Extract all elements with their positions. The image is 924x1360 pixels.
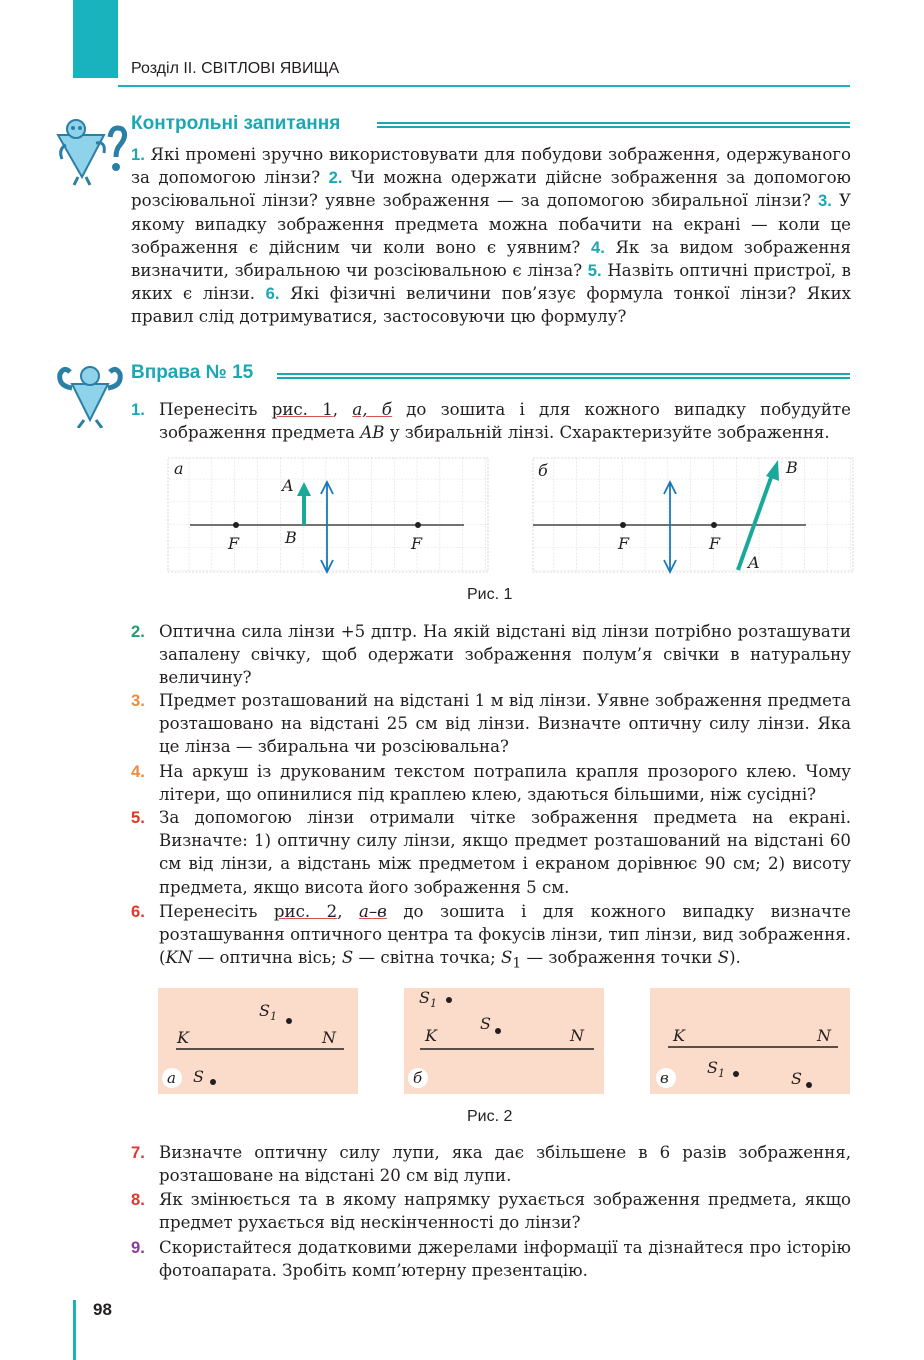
q4-number: 4. xyxy=(591,237,605,257)
ex6-kn: KN xyxy=(165,948,193,968)
fig2b-label-s1: $S_1$ xyxy=(419,988,437,1011)
ex1-number: 1. xyxy=(131,400,145,419)
q5-number: 5. xyxy=(587,261,602,281)
exercise-title-rule xyxy=(277,373,850,379)
ex1-figure-letters[interactable]: а, б xyxy=(352,400,392,419)
fig1b-focus-right xyxy=(711,522,717,528)
ex7-number: 7. xyxy=(131,1143,145,1162)
ex3-number: 3. xyxy=(131,691,145,710)
ex6-text-g: ). xyxy=(729,948,741,968)
ex6-s1: S xyxy=(501,948,513,968)
exercise-6 xyxy=(131,900,851,976)
fig2b-s1-dot xyxy=(446,997,452,1003)
fig2b-panel-label: б xyxy=(413,1069,423,1087)
ex4-text: На аркуш із друкованим текстом потрапила крапля прозорого клею. Чому літери, що опинилися під краплею клею, здаються більшими, ніж сусідні? xyxy=(159,762,851,805)
exercise-7 xyxy=(131,1141,851,1187)
fig1a-label-f2: F xyxy=(411,534,423,553)
fig2b-label-s: S xyxy=(480,1014,491,1033)
ex9-number: 9. xyxy=(131,1238,145,1257)
figure-2-caption: Рис. 2 xyxy=(467,1108,513,1125)
page-side-rule xyxy=(73,1300,76,1360)
fig2c-s-dot xyxy=(806,1082,812,1088)
exercise-9 xyxy=(131,1236,851,1282)
ex6-text-a: Перенесіть xyxy=(159,902,274,921)
ex6-text-d: — оптична вісь; xyxy=(192,948,342,968)
ex2-text: Оптична сила лінзи +5 дптр. На якій відстані від лінзи потрібно розташувати запалену свічку, щоб одержати зображення полум’я свічки в натуральну величину? xyxy=(159,622,851,688)
fig2b-label-k: K xyxy=(425,1026,437,1045)
fig2b-panel xyxy=(404,988,604,1094)
exercise-8 xyxy=(131,1188,851,1234)
fig2c-label-s1: $S_1$ xyxy=(707,1058,725,1081)
q6-text: Які фізичні величини пов’язує формула тонкої лінзи? Яких правил слід дотримуватися, застосовуючи цю формулу? xyxy=(131,284,851,327)
q3-number: 3. xyxy=(818,191,832,211)
ex1-figure-link[interactable]: рис. 1 xyxy=(271,400,333,419)
fig1a-focus-left xyxy=(233,522,239,528)
questions-title: Контрольні запитання xyxy=(131,113,341,134)
fig2b-label-n: N xyxy=(570,1026,584,1045)
fig1a-focus-right xyxy=(415,522,421,528)
q6-number: 6. xyxy=(265,284,280,304)
exercise-1 xyxy=(131,398,851,444)
ex6-text-e: — світна точка; xyxy=(353,948,502,968)
fig2a-label-n: N xyxy=(322,1028,336,1047)
fig1a-label-f1: F xyxy=(228,534,240,553)
ex6-text-c: до зошита і для кожного випадку визначте розташування оптичного центра та фокусів лінзи, тип лінзи, вид зображення. ( xyxy=(159,902,851,968)
fig1b-panel-label: б xyxy=(538,461,548,480)
fig1a-grid xyxy=(168,458,488,572)
exercise-title: Вправа № 15 xyxy=(131,362,254,383)
strongman-mascot-icon xyxy=(52,362,128,428)
ex7-text: Визначте оптичну силу лупи, яка дає збільшене в 6 разів зображення, розташоване на відстані 20 см від лупи. xyxy=(159,1143,851,1186)
fig2a-s-dot xyxy=(210,1079,216,1085)
fig2c-panel xyxy=(650,988,850,1094)
fig1b-label-f1: F xyxy=(618,534,630,553)
exercise-5 xyxy=(131,806,851,899)
ex6-number: 6. xyxy=(131,902,145,921)
ex1-text-a: Перенесіть xyxy=(159,400,272,419)
ex6-s2: S xyxy=(717,948,730,968)
fig2a-label-s1: $S_1$ xyxy=(259,1001,277,1024)
fig2c-label-s: S xyxy=(791,1069,802,1088)
exercise-4 xyxy=(131,760,851,806)
ex3-text: Предмет розташований на відстані 1 м від лінзи. Уявне зображення предмета розташовано на відстані 25 см від лінзи. Визначте оптичну силу лінзи. Яка це лінза — збиральна чи розсіювальна? xyxy=(159,691,851,757)
ex4-number: 4. xyxy=(131,762,145,781)
fig1b-focus-left xyxy=(620,522,626,528)
fig2a-panel xyxy=(158,988,358,1094)
q1-text: Які промені зручно використовувати для побудови зображення, одержуваного за допомогою лінзи? xyxy=(131,145,851,188)
fig1b-label-b: B xyxy=(786,458,798,477)
q1-number: 1. xyxy=(131,145,145,164)
exercise-3 xyxy=(131,689,851,759)
fig1b-label-a: A xyxy=(748,553,760,572)
ex6-s1-sub: 1 xyxy=(512,955,522,972)
fig2a-s1-dot xyxy=(286,1018,292,1024)
running-header: Розділ ІІ. СВІТЛОВІ ЯВИЩА xyxy=(131,60,340,77)
figure-1-caption: Рис. 1 xyxy=(467,586,513,603)
fig2c-label-n: N xyxy=(817,1026,831,1045)
fig1b-label-f2: F xyxy=(709,534,721,553)
ex6-text-b: , xyxy=(337,902,359,921)
fig1a-label-a: A xyxy=(282,476,294,495)
ex1-text-c: до зошита і для кожного випадку побудуйте зображення предмета xyxy=(159,400,851,443)
exercise-2 xyxy=(131,620,851,690)
ex1-text-b: , xyxy=(332,400,353,419)
fig1a-panel-label: а xyxy=(174,459,184,478)
ex6-figure-letters[interactable]: а–в xyxy=(358,902,387,921)
q2-number: 2. xyxy=(328,168,343,188)
header-rule xyxy=(118,85,850,87)
fig2c-panel-label: в xyxy=(660,1069,669,1087)
ex2-number: 2. xyxy=(131,622,145,641)
q2-text: Чи можна одержати дійсне зображення за допомогою розсіювальної лінзи? уявне зображення — за допомогою збиральної лінзи? xyxy=(131,168,851,211)
q3-text: У якому випадку зображення предмета можна побачити на екрані — коли це зображення є дійсним чи коли воно є уявним? xyxy=(131,191,851,257)
fig2a-label-k: K xyxy=(177,1028,189,1047)
thinking-mascot-icon xyxy=(52,115,130,187)
fig2c-s1-dot xyxy=(733,1071,739,1077)
fig2c-label-k: K xyxy=(673,1026,685,1045)
questions-title-rule xyxy=(377,122,850,128)
questions-text xyxy=(131,143,851,329)
ex9-text: Скористайтеся додатковими джерелами інформації та дізнайтеся про історію фотоапарата. Зробіть комп’ютерну презентацію. xyxy=(159,1238,851,1281)
fig2b-s-dot xyxy=(495,1028,501,1034)
fig1b-grid xyxy=(533,458,853,572)
ex5-text: За допомогою лінзи отримали чітке зображення предмета на екрані. Визначте: 1) оптичну силу лінзи, якщо предмет розташований на відстані 60 см від лінзи, а відстань між предметом і екраном дорівнює 90 см; 2) висоту предмета, якщо висота його зображення 5 см. xyxy=(159,808,851,897)
top-color-tab xyxy=(73,0,118,78)
ex1-object-ab: AB xyxy=(360,423,385,443)
ex8-text: Як змінюється та в якому напрямку рухається зображення предмета, якщо предмет рухається від нескінченності до лінзи? xyxy=(159,1190,851,1233)
page-number: 98 xyxy=(93,1300,112,1319)
fig2a-label-s: S xyxy=(193,1067,204,1086)
ex6-s: S xyxy=(341,948,354,968)
ex1-text-d: у збиральній лінзі. Схарактеризуйте зображення. xyxy=(384,423,830,443)
fig1a-label-b: B xyxy=(285,528,297,547)
fig2a-panel-label: а xyxy=(167,1069,176,1087)
ex8-number: 8. xyxy=(131,1190,145,1209)
ex5-number: 5. xyxy=(131,808,145,827)
q4-text: Як за видом зображення визначити, збиральною чи розсіювальною є лінза? xyxy=(131,237,852,281)
q5-text: Назвіть оптичні пристрої, в яких є лінзи. xyxy=(131,261,852,304)
ex6-text-f: — зображення точки xyxy=(521,948,718,968)
ex6-figure-link[interactable]: рис. 2 xyxy=(273,902,338,921)
